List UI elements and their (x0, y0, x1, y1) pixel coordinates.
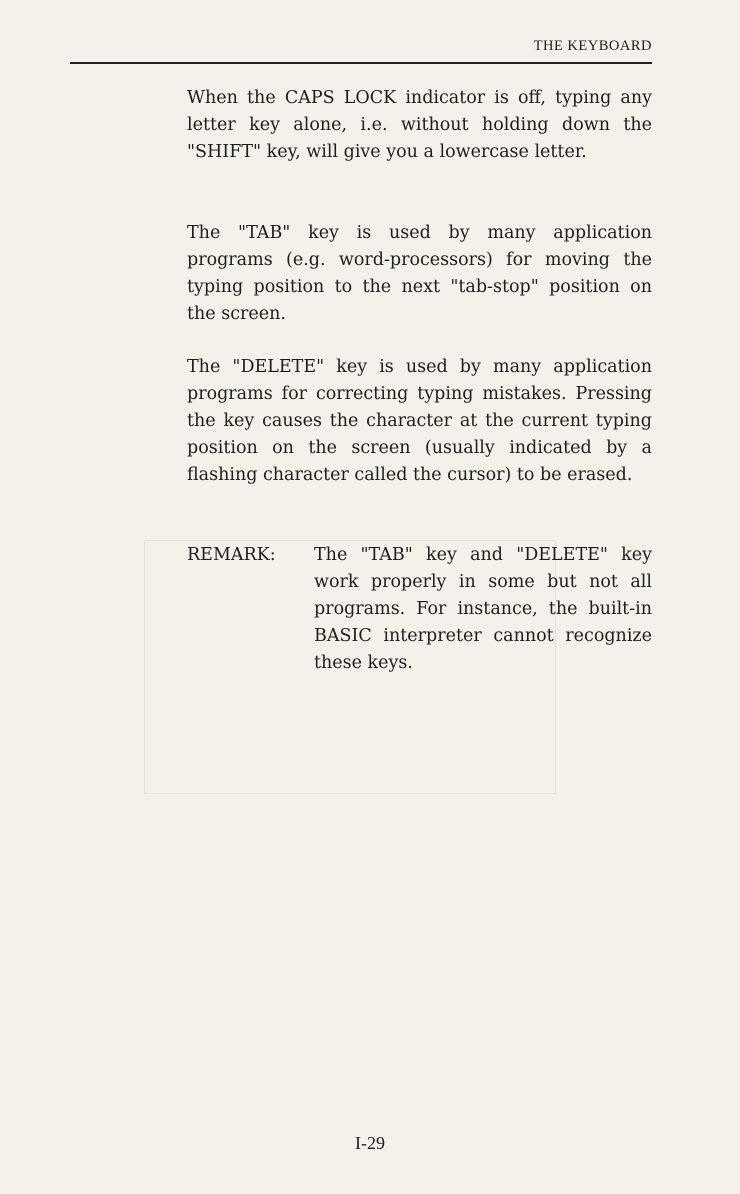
paragraph-text: The "TAB" key is used by many application programs (e.g. word-processors) for moving the typing position to the next "tab-stop" position on the screen. (187, 223, 652, 324)
paragraph-text: The "DELETE" key is used by many application programs for correcting typing mistakes. Pressing the key causes the character at the current typing position on the screen (usually indicated by a flashing character called the cursor) to be erased. (187, 357, 652, 485)
running-header: THE KEYBOARD (533, 38, 652, 54)
page-number: I-29 (355, 1133, 385, 1153)
header-rule (70, 62, 652, 64)
remark-label: REMARK: (187, 545, 276, 565)
paragraph-text: When the CAPS LOCK indicator is off, typing any letter key alone, i.e. without holding down the "SHIFT" key, will give you a lowercase letter. (187, 88, 652, 162)
remark-text: The "TAB" key and "DELETE" key work properly in some but not all programs. For instance, the built-in BASIC interpreter cannot recognize these keys. (314, 545, 652, 673)
paragraph-caps-lock (187, 85, 652, 166)
paragraph-tab-key (187, 220, 652, 328)
paragraph-delete-key (187, 354, 652, 489)
